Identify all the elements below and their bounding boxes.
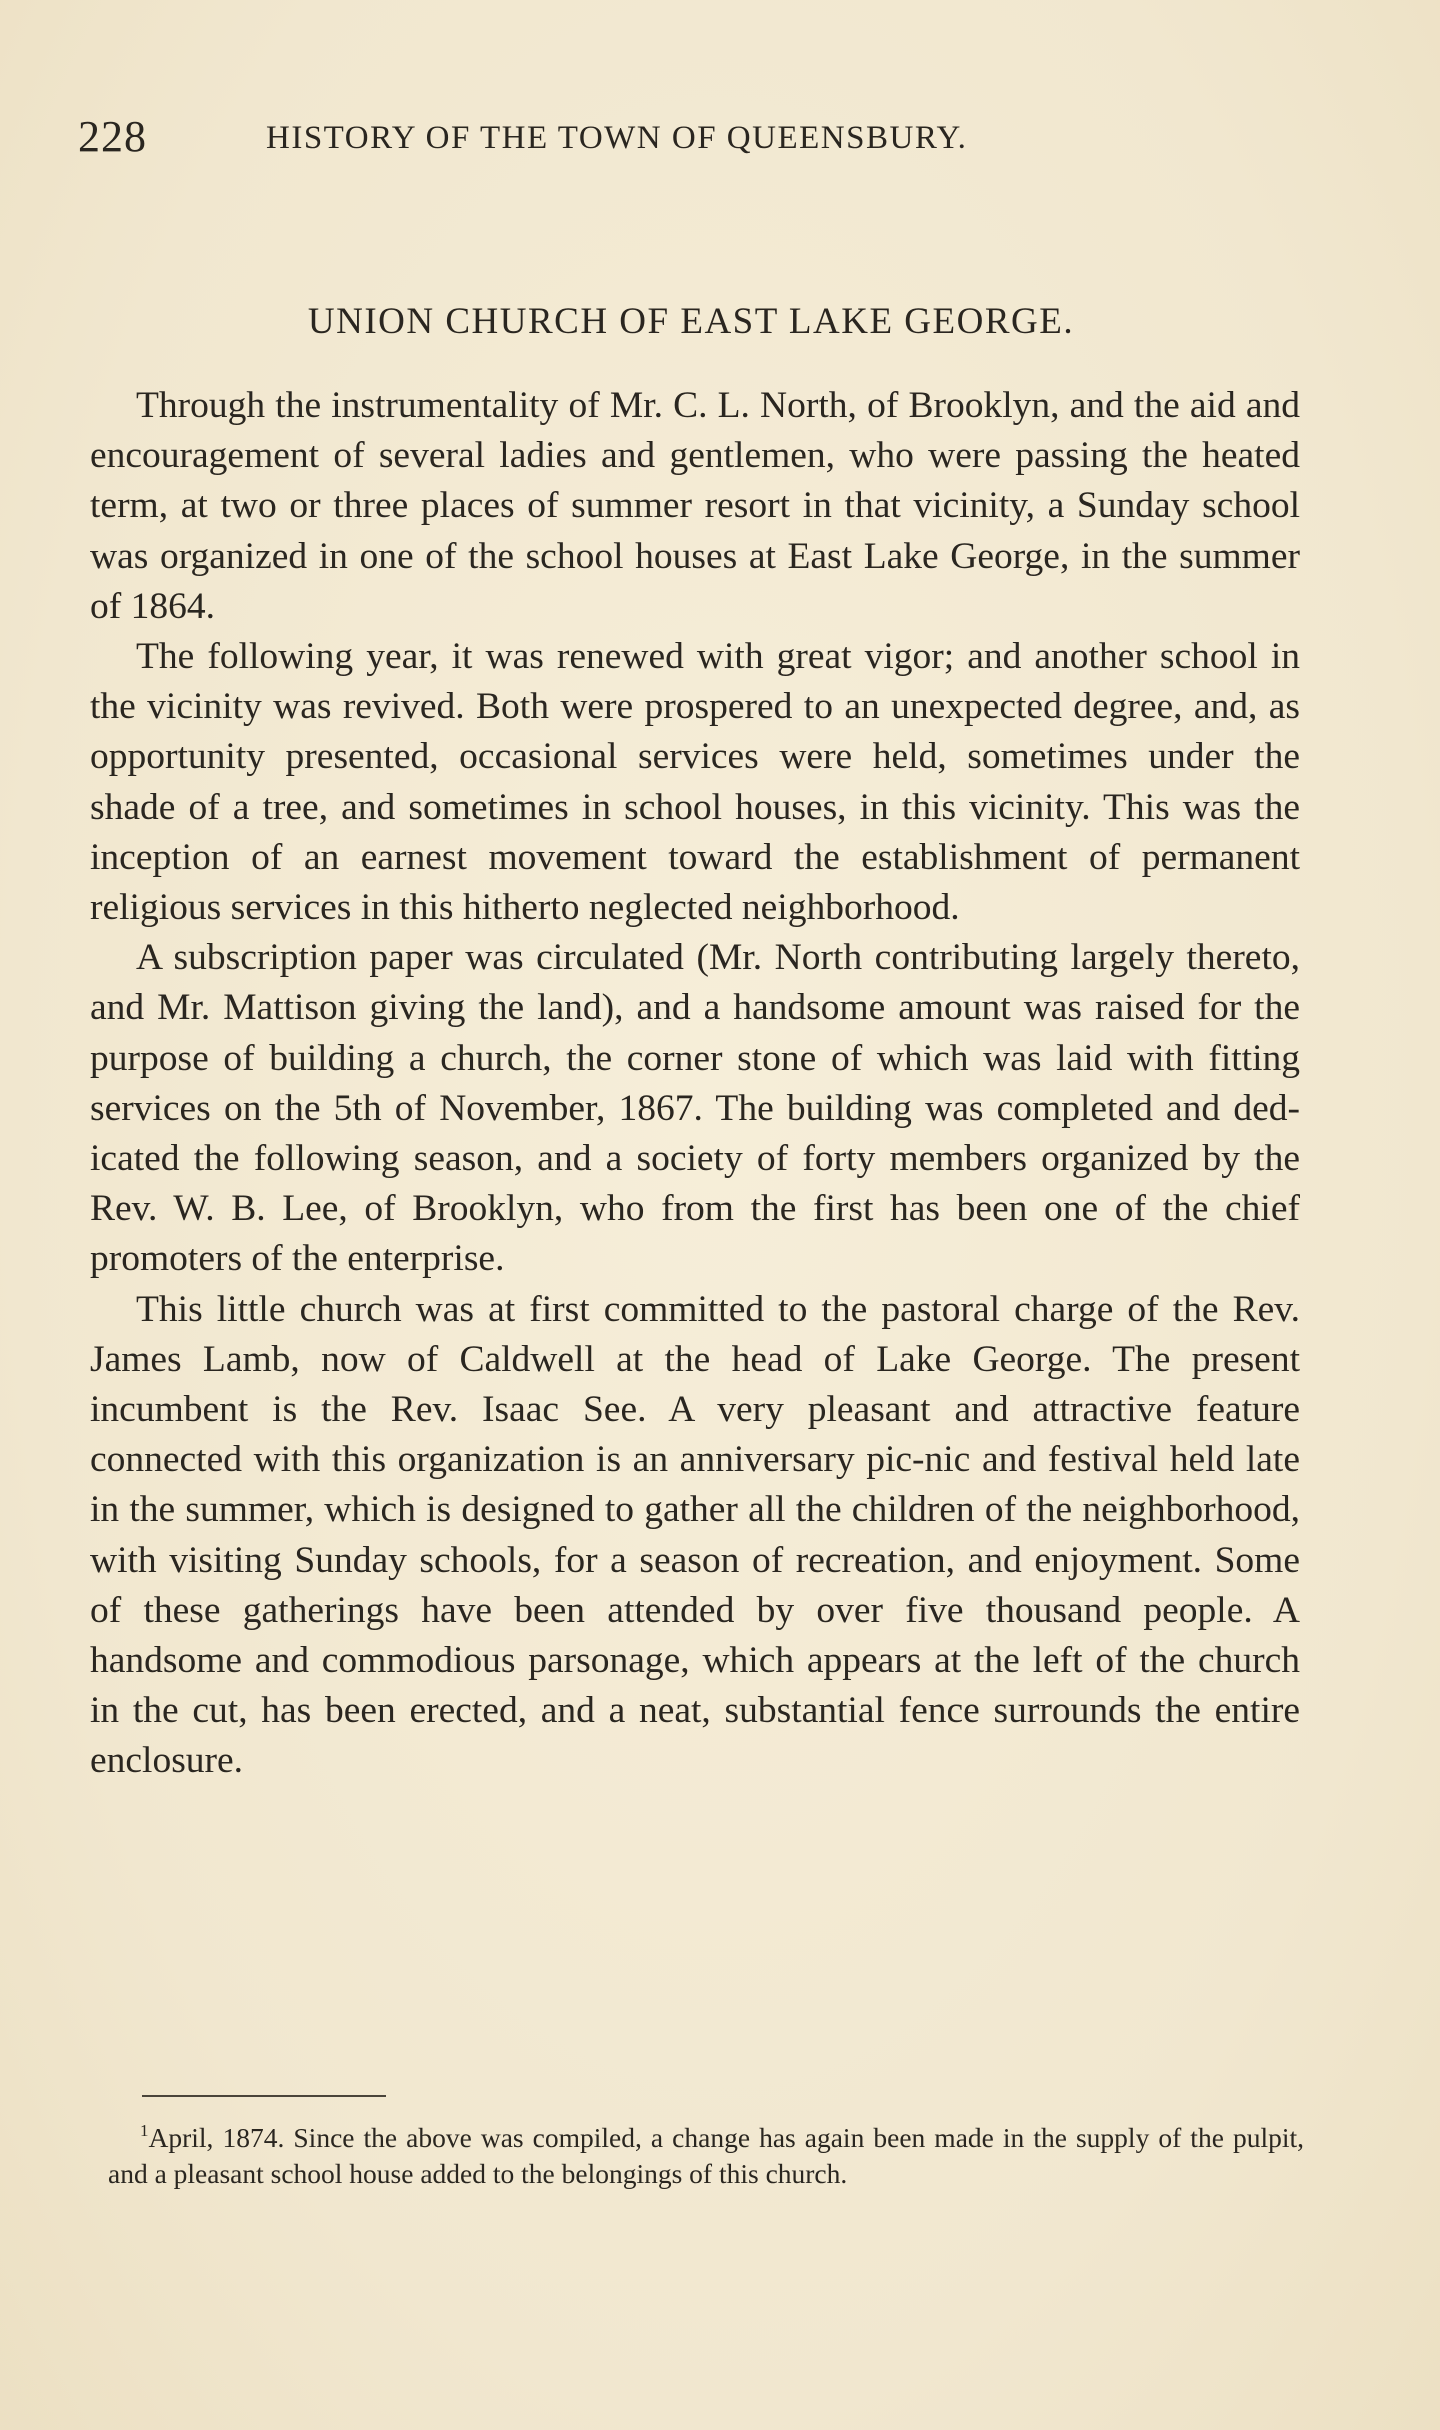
paragraph: Through the instrumentality of Mr. C. L. North, of Brooklyn, and the aid and encouragement of several ladies and gentlemen, who were passing the heated term, at two or three places of summer resort in that vicinity, a Sunday school was organized in one of the school houses at East Lake George, in the summer of 1864.: [90, 385, 1300, 627]
paragraph: The following year, it was renewed with great vigor; and another school in the vicinity was revived. Both were prospered to an unexpected degree, and, as opportunity presented, occasional services were held, sometimes under the shade of a tree, and sometimes in school houses, in this vicinity. This was the inception of an earnest movement toward the establishment of permanent religious services in this hitherto neglected neighborhood.: [90, 636, 1300, 929]
page-header: [78, 112, 1078, 162]
footnote-paragraph: [108, 2113, 1304, 2192]
footnote-marker: 1: [140, 2121, 149, 2140]
footnote-rule: [142, 2095, 386, 2097]
running-head: HISTORY OF THE TOWN OF QUEENSBURY.: [266, 120, 968, 156]
section-title: UNION CHURCH OF EAST LAKE GEORGE.: [307, 301, 1075, 342]
footnote: [108, 2113, 1304, 2192]
page-number: 228: [78, 112, 147, 161]
paragraph: This little church was at first committed to the pastoral charge of the Rev. James Lamb, now of Caldwell at the head of Lake George. The present incumbent is the Rev. Isaac See. A very pleasant and attractive feature connected with this organization is an anniversary pic-nic and festival held late in the summer, which is designed to gather all the children of the neighborhood, with visiting Sunday schools, for a season of recreation, and enjoyment. Some of these gatherings have been attended by over five thousand people. A handsome and commodious parsonage, which appears at the left of the church in the cut, has been erected, and a neat, substantial fence surrounds the entire enclosure.: [90, 1288, 1300, 1782]
section-body: [90, 381, 1300, 1787]
footnote-text: April, 1874. Since the above was compiled, a change has again been made in the supply of the pulpit, and a pleasant school house added to the belongings of this church.: [108, 2122, 1304, 2189]
paragraph: A subscription paper was circulated (Mr. North contributing largely thereto, and Mr. Mattison giving the land), and a handsome amount was raised for the purpose of building a church, the corner stone of which was laid with fitting services on the 5th of November, 1867. The building was completed and dedicated the following season, and a society of forty members organized by the Rev. W. B. Lee, of Brooklyn, who from the first has been one of the chief promoters of the enterprise.: [90, 937, 1300, 1280]
